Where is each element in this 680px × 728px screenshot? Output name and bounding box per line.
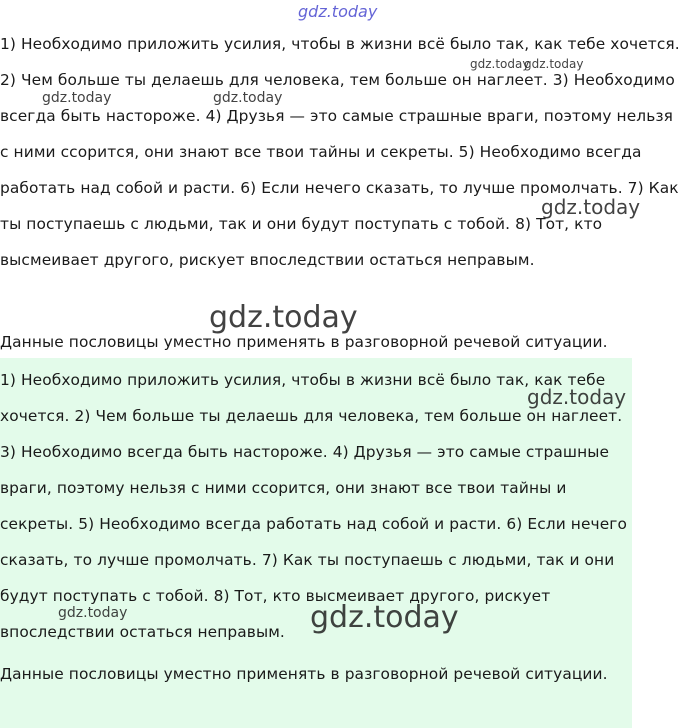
proverbs-meaning-paragraph: 1) Необходимо приложить усилия, чтобы в жизни всё было так, как тебе хочется. 2) Чем больше ты делаешь для человека, тем больше он наглеет. 3) Необходимо всегда быть настороже. 4) Друзья — это самые страшные враги, поэтому нельзя с ними ссорится, они знают все твои тайны и секреты. 5) Необходимо всегда работать над собой и расти. 6) Если нечего сказать, то лучше промолчать. 7) Как ты поступаешь с людьми, так и они будут поступать с тобой. 8) Тот, кто высмеивает другого, рискует впоследствии остаться неправым. xyxy=(0,35,680,269)
watermark-small: gdz.today xyxy=(213,90,283,106)
watermark-small: gdz.today xyxy=(470,57,530,71)
watermark-top: gdz.today xyxy=(298,2,378,21)
usage-note-highlighted-paragraph: Данные пословицы уместно применять в разговорной речевой ситуации. xyxy=(0,665,608,683)
watermark-medium: gdz.today xyxy=(541,195,641,219)
watermark-small: gdz.today xyxy=(524,57,584,71)
proverbs-meaning-highlighted-paragraph: 1) Необходимо приложить усилия, чтобы в жизни всё было так, как тебе хочется. 2) Чем больше ты делаешь для человека, тем больше он наглеет. 3) Необходимо всегда быть настороже. 4) Друзья — это самые страшные враги, поэтому нельзя с ними ссорится, они знают все твои тайны и секреты. 5) Необходимо всегда работать над собой и расти. 6) Если нечего сказать, то лучше промолчать. 7) Как ты поступаешь с людьми, так и они будут поступать с тобой. 8) Тот, кто высмеивает другого, рискует впоследствии остаться неправым. xyxy=(0,371,627,641)
usage-note-paragraph: Данные пословицы уместно применять в разговорной речевой ситуации. xyxy=(0,333,608,351)
watermark-large: gdz.today xyxy=(310,600,459,635)
watermark-small: gdz.today xyxy=(58,605,128,621)
watermark-large: gdz.today xyxy=(209,300,358,335)
watermark-medium: gdz.today xyxy=(527,385,627,409)
watermark-small: gdz.today xyxy=(42,90,112,106)
